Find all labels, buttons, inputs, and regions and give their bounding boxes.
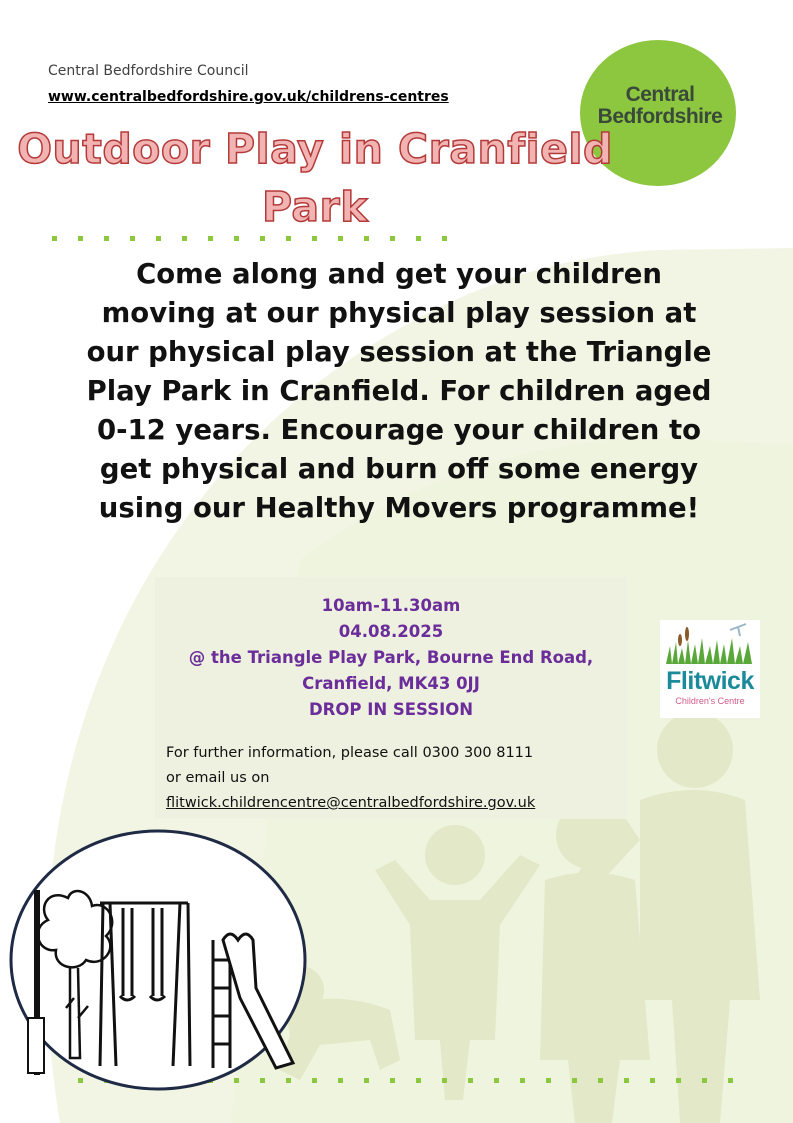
flitwick-childrens-centre-logo-icon xyxy=(660,620,760,718)
flitwick-name: Flitwick xyxy=(666,667,754,695)
title-line-1: Outdoor Play in Cranfield xyxy=(17,125,613,173)
session-info-box xyxy=(155,577,627,819)
dotted-divider-top xyxy=(52,236,447,241)
council-website-link[interactable]: www.centralbedfordshire.gov.uk/childrens-centres xyxy=(48,89,449,105)
flitwick-subtitle: Children's Centre xyxy=(675,696,745,706)
title-line-2: Park xyxy=(261,183,369,231)
council-name: Central Bedfordshire Council xyxy=(48,63,249,79)
logo-line-1: Central xyxy=(625,83,695,106)
session-type: DROP IN SESSION xyxy=(308,700,474,719)
logo-line-2: Bedfordshire xyxy=(597,105,723,128)
session-location-line-2: Cranfield, MK43 0JJ xyxy=(302,674,480,693)
session-time: 10am-11.30am xyxy=(321,596,461,615)
page-title xyxy=(0,120,630,236)
playground-circle xyxy=(11,831,305,1089)
session-location-line-1: @ the Triangle Play Park, Bourne End Road, xyxy=(188,648,594,667)
contact-email-link[interactable]: flitwick.childrencentre@centralbedfordshire.gov.uk xyxy=(166,795,536,811)
contact-line-2: or email us on xyxy=(166,770,270,786)
session-date: 04.08.2025 xyxy=(338,622,444,641)
contact-line-1: For further information, please call 0300 300 8111 xyxy=(166,745,534,761)
contact-info xyxy=(166,741,626,816)
session-details xyxy=(155,593,627,723)
grass-icon xyxy=(660,620,760,666)
playground-icon xyxy=(8,828,308,1092)
intro-text: Come along and get your children moving at our physical play session at our physical play session at the Triangle Play Park in Cranfield. For children aged 0-12 years. Encourage your children to get physical and burn off some energy using our Healthy Movers programme! xyxy=(86,258,712,524)
